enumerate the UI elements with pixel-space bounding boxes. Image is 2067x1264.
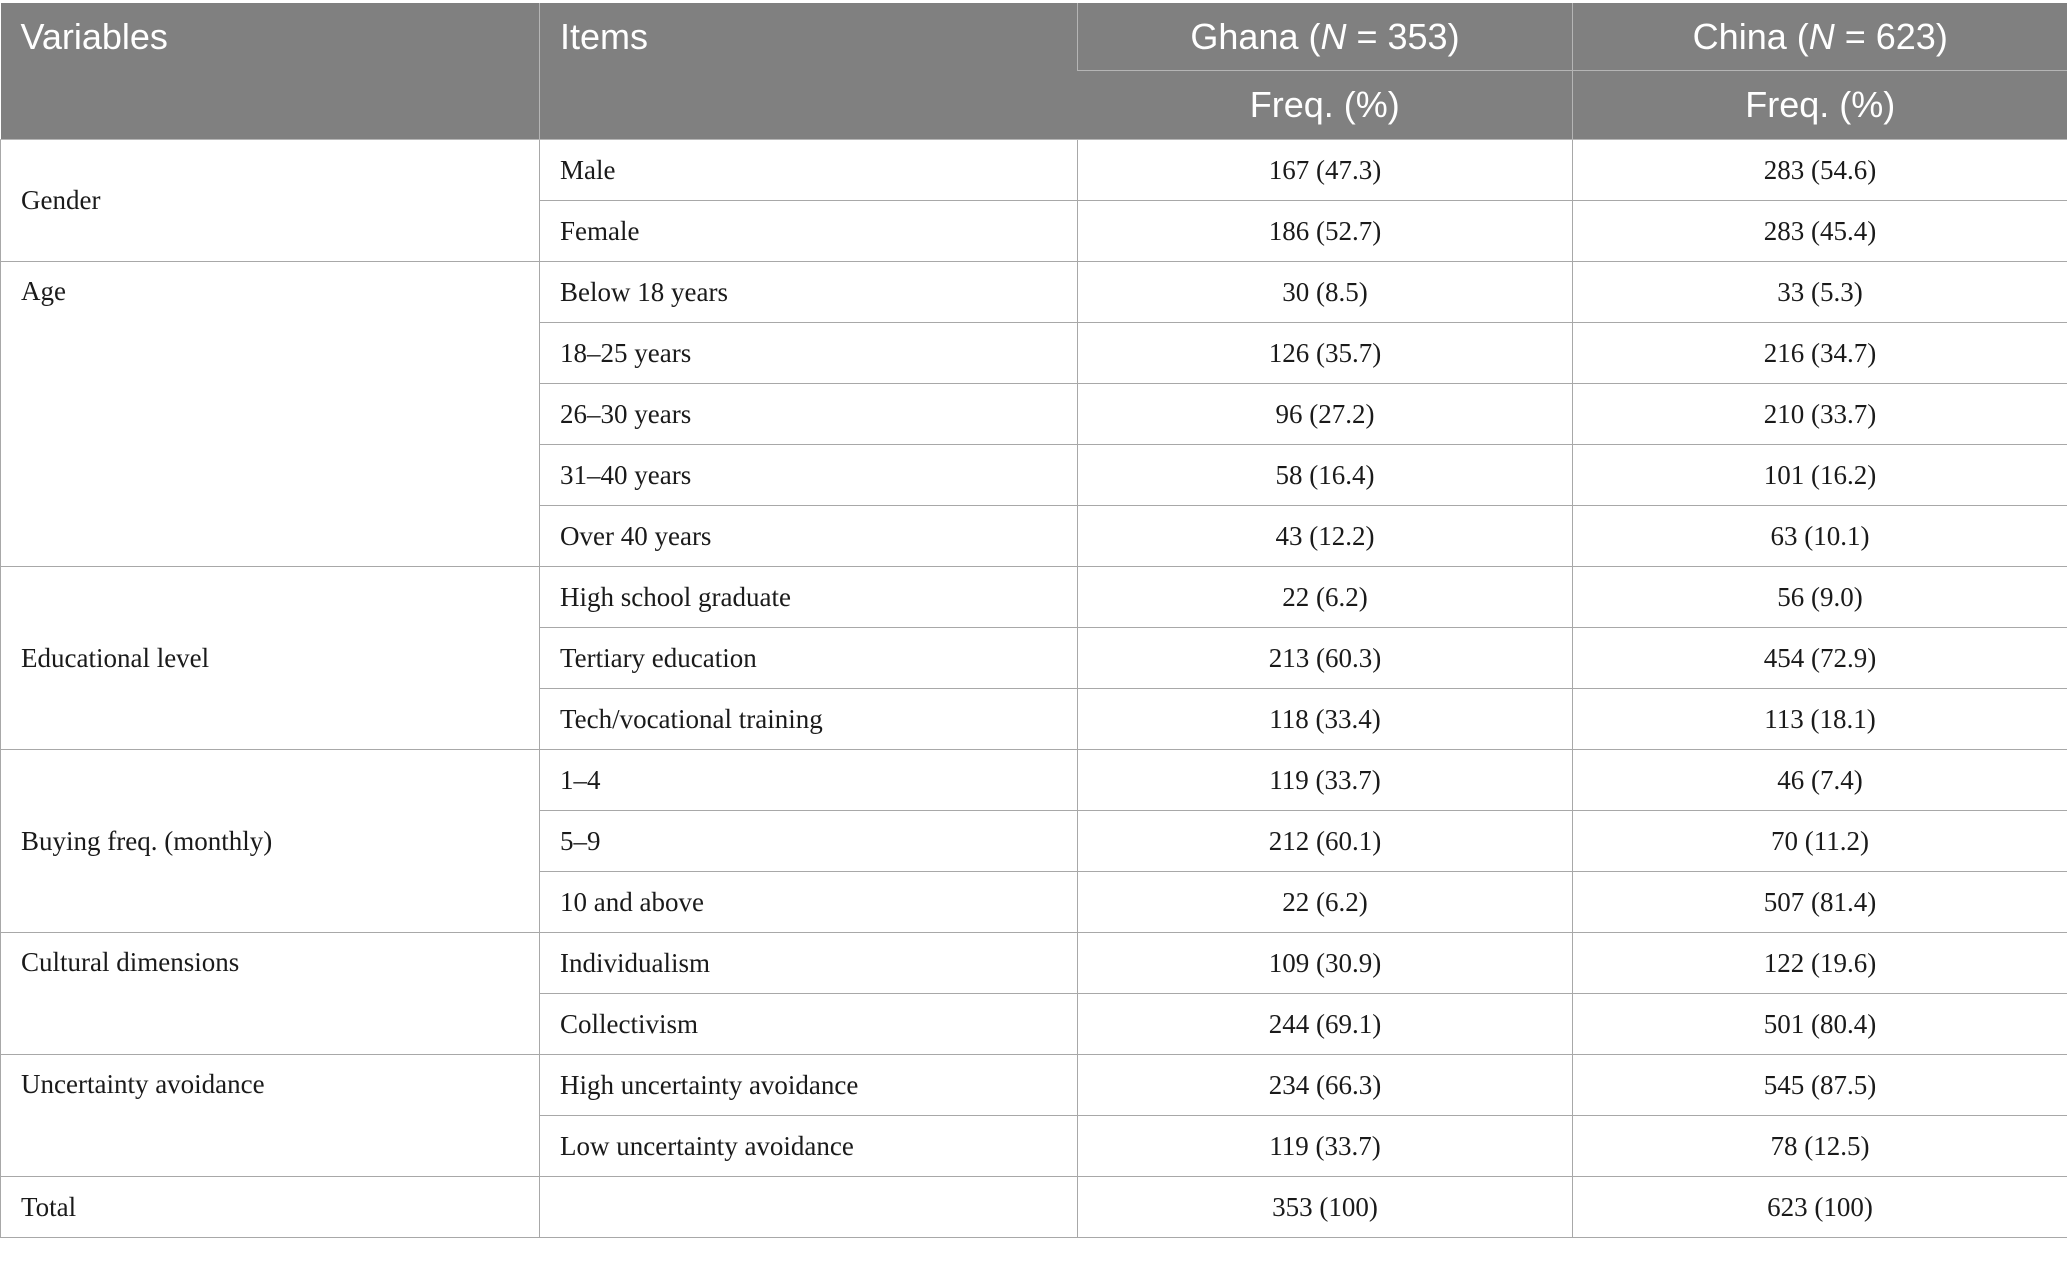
item-cell: Collectivism — [540, 994, 1078, 1055]
header-freq-china: Freq. (%) — [1573, 71, 2067, 140]
china-cell: 78 (12.5) — [1573, 1116, 2067, 1177]
china-cell: 33 (5.3) — [1573, 262, 2067, 323]
china-cell: 501 (80.4) — [1573, 994, 2067, 1055]
china-cell: 216 (34.7) — [1573, 323, 2067, 384]
china-cell: 507 (81.4) — [1573, 872, 2067, 933]
table-row — [1, 567, 2067, 628]
item-cell: Individualism — [540, 933, 1078, 994]
china-cell: 283 (54.6) — [1573, 140, 2067, 201]
ghana-cell: 22 (6.2) — [1078, 872, 1573, 933]
item-cell: 5–9 — [540, 811, 1078, 872]
item-cell — [540, 1177, 1078, 1238]
header-ghana-n: N — [1320, 15, 1347, 57]
header-ghana-n-value: = 353) — [1346, 15, 1460, 57]
item-cell: 1–4 — [540, 750, 1078, 811]
item-cell: 26–30 years — [540, 384, 1078, 445]
demographics-table — [0, 3, 2067, 1238]
item-cell: 10 and above — [540, 872, 1078, 933]
ghana-cell: 58 (16.4) — [1078, 445, 1573, 506]
ghana-cell: 167 (47.3) — [1078, 140, 1573, 201]
header-items: Items — [540, 3, 1078, 140]
header-ghana — [1078, 3, 1573, 71]
item-cell: Below 18 years — [540, 262, 1078, 323]
variable-cell: Cultural dimensions — [1, 933, 540, 1055]
ghana-cell: 186 (52.7) — [1078, 201, 1573, 262]
header-ghana-label: Ghana ( — [1190, 15, 1321, 57]
item-cell: Tech/vocational training — [540, 689, 1078, 750]
item-cell: High uncertainty avoidance — [540, 1055, 1078, 1116]
header-china-label: China ( — [1692, 15, 1809, 57]
china-cell: 454 (72.9) — [1573, 628, 2067, 689]
ghana-cell: 109 (30.9) — [1078, 933, 1573, 994]
china-cell: 210 (33.7) — [1573, 384, 2067, 445]
variable-cell: Age — [1, 262, 540, 567]
ghana-cell: 118 (33.4) — [1078, 689, 1573, 750]
table-row — [1, 140, 2067, 201]
ghana-cell: 119 (33.7) — [1078, 1116, 1573, 1177]
variable-cell: Buying freq. (monthly) — [1, 750, 540, 933]
china-cell: 545 (87.5) — [1573, 1055, 2067, 1116]
ghana-cell: 96 (27.2) — [1078, 384, 1573, 445]
item-cell: Low uncertainty avoidance — [540, 1116, 1078, 1177]
header-variables: Variables — [1, 3, 540, 140]
item-cell: Female — [540, 201, 1078, 262]
item-cell: 31–40 years — [540, 445, 1078, 506]
table-row — [1, 262, 2067, 323]
table-row — [1, 750, 2067, 811]
ghana-cell: 22 (6.2) — [1078, 567, 1573, 628]
header-china-n: N — [1808, 15, 1835, 57]
item-cell: 18–25 years — [540, 323, 1078, 384]
china-cell: 101 (16.2) — [1573, 445, 2067, 506]
table-row — [1, 933, 2067, 994]
header-china — [1573, 3, 2067, 71]
variable-cell: Total — [1, 1177, 540, 1238]
ghana-cell: 353 (100) — [1078, 1177, 1573, 1238]
china-cell: 63 (10.1) — [1573, 506, 2067, 567]
china-cell: 113 (18.1) — [1573, 689, 2067, 750]
ghana-cell: 30 (8.5) — [1078, 262, 1573, 323]
ghana-cell: 126 (35.7) — [1078, 323, 1573, 384]
item-cell: Over 40 years — [540, 506, 1078, 567]
header-row — [1, 3, 2067, 71]
china-cell: 46 (7.4) — [1573, 750, 2067, 811]
variable-cell: Uncertainty avoidance — [1, 1055, 540, 1177]
china-cell: 623 (100) — [1573, 1177, 2067, 1238]
china-cell: 122 (19.6) — [1573, 933, 2067, 994]
header-freq-ghana: Freq. (%) — [1078, 71, 1573, 140]
item-cell: Tertiary education — [540, 628, 1078, 689]
china-cell: 283 (45.4) — [1573, 201, 2067, 262]
table-row-total — [1, 1177, 2067, 1238]
ghana-cell: 119 (33.7) — [1078, 750, 1573, 811]
ghana-cell: 213 (60.3) — [1078, 628, 1573, 689]
ghana-cell: 244 (69.1) — [1078, 994, 1573, 1055]
ghana-cell: 212 (60.1) — [1078, 811, 1573, 872]
ghana-cell: 234 (66.3) — [1078, 1055, 1573, 1116]
ghana-cell: 43 (12.2) — [1078, 506, 1573, 567]
table-row — [1, 1055, 2067, 1116]
variable-cell: Educational level — [1, 567, 540, 750]
china-cell: 70 (11.2) — [1573, 811, 2067, 872]
china-cell: 56 (9.0) — [1573, 567, 2067, 628]
item-cell: Male — [540, 140, 1078, 201]
header-china-n-value: = 623) — [1834, 15, 1948, 57]
variable-cell: Gender — [1, 140, 540, 262]
item-cell: High school graduate — [540, 567, 1078, 628]
